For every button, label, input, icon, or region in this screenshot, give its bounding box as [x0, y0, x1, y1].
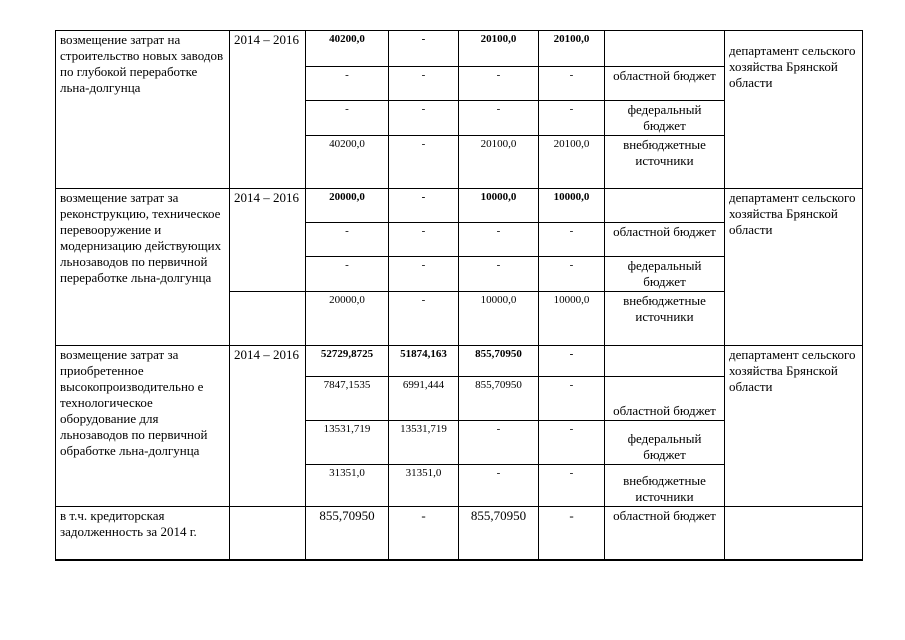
value-cell: 31351,0 [306, 465, 389, 507]
value-cell: 31351,0 [389, 465, 459, 507]
value-cell: - [389, 223, 459, 257]
funding-source: внебюджетные источники [605, 292, 725, 346]
value-cell: 10000,0 [459, 292, 539, 346]
value-cell: - [539, 465, 605, 507]
table-row [56, 507, 863, 560]
table-row [56, 31, 863, 67]
funding-source: внебюджетные источники [605, 465, 725, 507]
value-cell: - [389, 507, 459, 560]
value-cell: 20100,0 [539, 136, 605, 189]
empty-period-cell [230, 507, 306, 560]
value-cell: 855,70950 [306, 507, 389, 560]
total-sum: 40200,0 [306, 31, 389, 67]
empty-period-cell [230, 292, 306, 346]
value-cell: - [459, 67, 539, 101]
value-cell: 20000,0 [306, 292, 389, 346]
total-2016: 10000,0 [539, 189, 605, 223]
value-cell: - [459, 101, 539, 136]
document-page [55, 30, 862, 561]
funding-source: областной бюджет [605, 223, 725, 257]
value-cell: 855,70950 [459, 377, 539, 421]
activity-period: 2014 – 2016 [230, 189, 306, 292]
value-cell: 20100,0 [459, 136, 539, 189]
activity-period: 2014 – 2016 [230, 346, 306, 507]
funding-source [605, 189, 725, 223]
value-cell: - [539, 101, 605, 136]
table-row [56, 346, 863, 377]
value-cell: - [539, 421, 605, 465]
value-cell: - [306, 101, 389, 136]
activity-executor: департамент сельского хозяйства Брянской области [725, 31, 863, 189]
value-cell: - [539, 507, 605, 560]
activity-name: возмещение затрат на строительство новых заводов по глубокой переработке льна-долгунца [56, 31, 230, 189]
total-2014: - [389, 31, 459, 67]
funding-source: областной бюджет [605, 377, 725, 421]
value-cell: - [306, 223, 389, 257]
total-sum: 20000,0 [306, 189, 389, 223]
value-cell: - [389, 292, 459, 346]
value-cell: 13531,719 [389, 421, 459, 465]
value-cell: - [539, 257, 605, 292]
value-cell: 10000,0 [539, 292, 605, 346]
funding-source [605, 31, 725, 67]
value-cell: - [459, 223, 539, 257]
value-cell: - [539, 67, 605, 101]
total-2015: 20100,0 [459, 31, 539, 67]
activity-period: 2014 – 2016 [230, 31, 306, 189]
value-cell: - [539, 223, 605, 257]
value-cell: - [459, 465, 539, 507]
funding-source: областной бюджет [605, 67, 725, 101]
value-cell: 40200,0 [306, 136, 389, 189]
total-sum: 52729,8725 [306, 346, 389, 377]
activity-name: возмещение затрат за приобретенное высокопроизводительно е технологическое оборудование для льнозаводов по первичной обработке льна-долгунца [56, 346, 230, 507]
funding-source: областной бюджет [605, 507, 725, 560]
funding-source: федеральный бюджет [605, 101, 725, 136]
value-cell: - [389, 257, 459, 292]
funding-source: федеральный бюджет [605, 421, 725, 465]
activity-name: возмещение затрат за реконструкцию, техническое перевооружение и модернизацию действующих льнозаводов по первичной переработке льна-долгунца [56, 189, 230, 346]
funding-source: федеральный бюджет [605, 257, 725, 292]
program-activities-table [55, 30, 863, 561]
total-2014: - [389, 189, 459, 223]
funding-source [605, 346, 725, 377]
value-cell: - [306, 67, 389, 101]
value-cell: - [459, 421, 539, 465]
value-cell: 6991,444 [389, 377, 459, 421]
total-2015: 855,70950 [459, 346, 539, 377]
activity-executor: департамент сельского хозяйства Брянской области [725, 189, 863, 346]
value-cell: 855,70950 [459, 507, 539, 560]
total-2016: 20100,0 [539, 31, 605, 67]
value-cell: - [389, 136, 459, 189]
empty-executor-cell [725, 507, 863, 560]
activity-executor: департамент сельского хозяйства Брянской области [725, 346, 863, 507]
total-2014: 51874,163 [389, 346, 459, 377]
value-cell: 13531,719 [306, 421, 389, 465]
value-cell: - [389, 67, 459, 101]
value-cell: - [389, 101, 459, 136]
total-2015: 10000,0 [459, 189, 539, 223]
total-2016: - [539, 346, 605, 377]
table-row [56, 189, 863, 223]
value-cell: - [539, 377, 605, 421]
value-cell: - [306, 257, 389, 292]
value-cell: - [459, 257, 539, 292]
debt-label: в т.ч. кредиторская задолженность за 2014 г. [56, 507, 230, 560]
value-cell: 7847,1535 [306, 377, 389, 421]
funding-source: внебюджетные источники [605, 136, 725, 189]
